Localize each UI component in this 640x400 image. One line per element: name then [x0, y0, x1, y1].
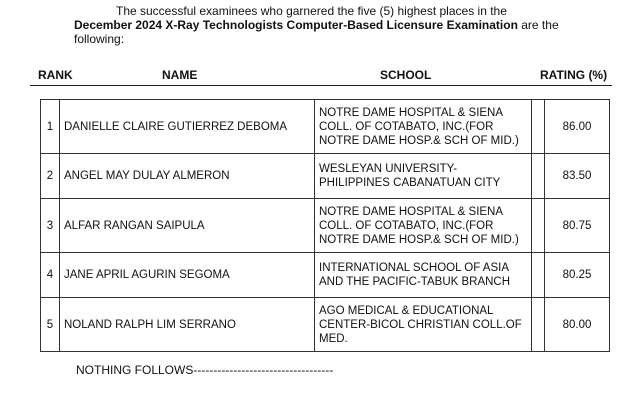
intro-line-3: following: [74, 32, 125, 46]
school-cell [315, 298, 532, 352]
intro-paragraph [74, 4, 574, 46]
rating-cell: 80.75 [545, 199, 610, 253]
intro-line-1: The successful examinees who garnered the five (5) highest places in the [116, 4, 507, 18]
intro-line-2 [74, 18, 574, 32]
column-gap [532, 154, 545, 199]
school-line: MED. [319, 332, 348, 345]
name-cell: ANGEL MAY DULAY ALMERON [60, 154, 315, 199]
school-line: CENTER-BICOL CHRISTIAN COLL.OF [319, 318, 522, 331]
rating-cell: 80.00 [545, 298, 610, 352]
rank-cell: 1 [41, 100, 60, 154]
school-line: INTERNATIONAL SCHOOL OF ASIA [319, 262, 509, 274]
rank-cell: 3 [41, 199, 60, 253]
name-cell: NOLAND RALPH LIM SERRANO [60, 298, 315, 352]
school-line: AGO MEDICAL & EDUCATIONAL [319, 304, 494, 317]
column-gap [532, 100, 545, 154]
column-header-rank: RANK [38, 68, 73, 82]
school-line: NOTRE DAME HOSPITAL & SIENA [319, 205, 504, 218]
exam-title: December 2024 X-Ray Technologists Computer-Based Licensure Examination [74, 18, 518, 32]
rating-cell: 83.50 [545, 154, 610, 199]
intro-line-2-rest: are the [517, 18, 559, 32]
rank-cell: 5 [41, 298, 60, 352]
school-cell [315, 199, 532, 253]
rating-cell: 86.00 [545, 100, 610, 154]
column-gap [532, 253, 545, 298]
school-line: NOTRE DAME HOSP.& SCH OF MID.) [319, 134, 519, 147]
school-cell [315, 154, 532, 199]
column-gap [532, 298, 545, 352]
table-row [41, 199, 610, 253]
school-line: COLL. OF COTABATO, INC.(FOR [319, 120, 494, 133]
school-line: NOTRE DAME HOSP.& SCH OF MID.) [319, 233, 519, 246]
school-cell [315, 253, 532, 298]
school-line: COLL. OF COTABATO, INC.(FOR [319, 219, 494, 232]
name-cell: ALFAR RANGAN SAIPULA [60, 199, 315, 253]
column-header-name: NAME [162, 68, 198, 82]
school-line: PHILIPPINES CABANATUAN CITY [319, 177, 501, 189]
results-table-body [41, 100, 610, 352]
school-cell [315, 100, 532, 154]
name-cell: JANE APRIL AGURIN SEGOMA [60, 253, 315, 298]
table-row [41, 298, 610, 352]
table-row [41, 100, 610, 154]
table-row [41, 253, 610, 298]
rank-cell: 4 [41, 253, 60, 298]
school-line: AND THE PACIFIC-TABUK BRANCH [319, 276, 511, 288]
column-gap [532, 199, 545, 253]
column-header-school: SCHOOL [380, 68, 432, 82]
results-table [40, 99, 610, 352]
rating-cell: 80.25 [545, 253, 610, 298]
school-line: WESLEYAN UNIVERSITY- [319, 163, 458, 175]
table-row [41, 154, 610, 199]
header-divider [30, 85, 612, 86]
column-header-rating: RATING (%) [540, 68, 608, 82]
school-line: NOTRE DAME HOSPITAL & SIENA [319, 106, 504, 119]
nothing-follows-note: NOTHING FOLLOWS----------------------------------- [76, 363, 334, 377]
rank-cell: 2 [41, 154, 60, 199]
name-cell: DANIELLE CLAIRE GUTIERREZ DEBOMA [60, 100, 315, 154]
